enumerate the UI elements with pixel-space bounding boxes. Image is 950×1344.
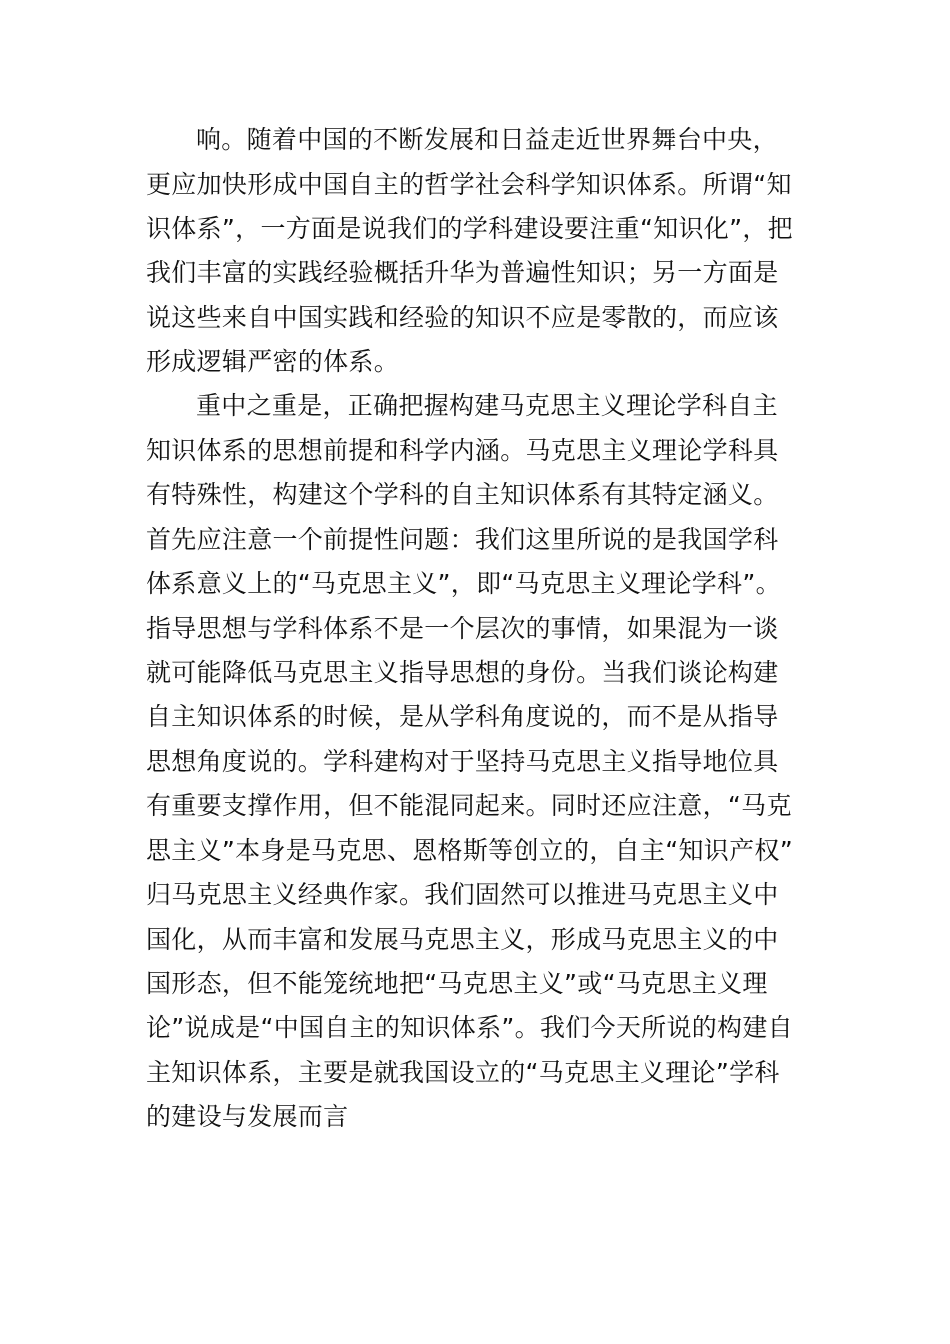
text-line: 有特殊性，构建这个学科的自主知识体系有其特定涵义。 (146, 480, 779, 509)
text-line: 重中之重是，正确把握构建马克思主义理论学科自主 (196, 391, 778, 420)
text-line: 的建设与发展而言 (146, 1102, 349, 1131)
text-line: 归马克思主义经典作家。我们固然可以推进马克思主义中 (146, 880, 779, 909)
text-line: 国形态，但不能笼统地把“马克思主义”或“马克思主义理 (146, 969, 768, 998)
text-line: 国化，从而丰富和发展马克思主义，形成马克思主义的中 (146, 925, 779, 954)
text-line: 说这些来自中国实践和经验的知识不应是零散的，而应该 (146, 303, 779, 332)
text-line: 更应加快形成中国自主的哲学社会科学知识体系。所谓“知 (146, 170, 792, 199)
text-line: 思主义”本身是马克思、恩格斯等创立的，自主“知识产权” (146, 836, 793, 865)
text-line: 有重要支撑作用，但不能混同起来。同时还应注意，“马克 (146, 791, 792, 820)
text-line: 我们丰富的实践经验概括升华为普遍性知识；另一方面是 (146, 258, 779, 287)
text-line: 体系意义上的“马克思主义”，即“马克思主义理论学科”。 (146, 569, 781, 598)
text-line: 思想角度说的。学科建构对于坚持马克思主义指导地位具 (146, 747, 779, 776)
text-line: 指导思想与学科体系不是一个层次的事情，如果混为一谈 (146, 614, 779, 643)
text-line: 形成逻辑严密的体系。 (146, 347, 400, 376)
text-line: 响。随着中国的不断发展和日益走近世界舞台中央， (196, 125, 778, 154)
text-line: 就可能降低马克思主义指导思想的身份。当我们谈论构建 (146, 658, 779, 687)
text-line: 论”说成是“中国自主的知识体系”。我们今天所说的构建自 (146, 1013, 793, 1042)
text-line: 识体系”，一方面是说我们的学科建设要注重“知识化”，把 (146, 214, 793, 243)
text-line: 知识体系的思想前提和科学内涵。马克思主义理论学科具 (146, 436, 779, 465)
text-line: 主知识体系，主要是就我国设立的“马克思主义理论”学科 (146, 1058, 780, 1087)
text-line: 自主知识体系的时候，是从学科角度说的，而不是从指导 (146, 702, 779, 731)
text-line: 首先应注意一个前提性问题：我们这里所说的是我国学科 (146, 525, 779, 554)
